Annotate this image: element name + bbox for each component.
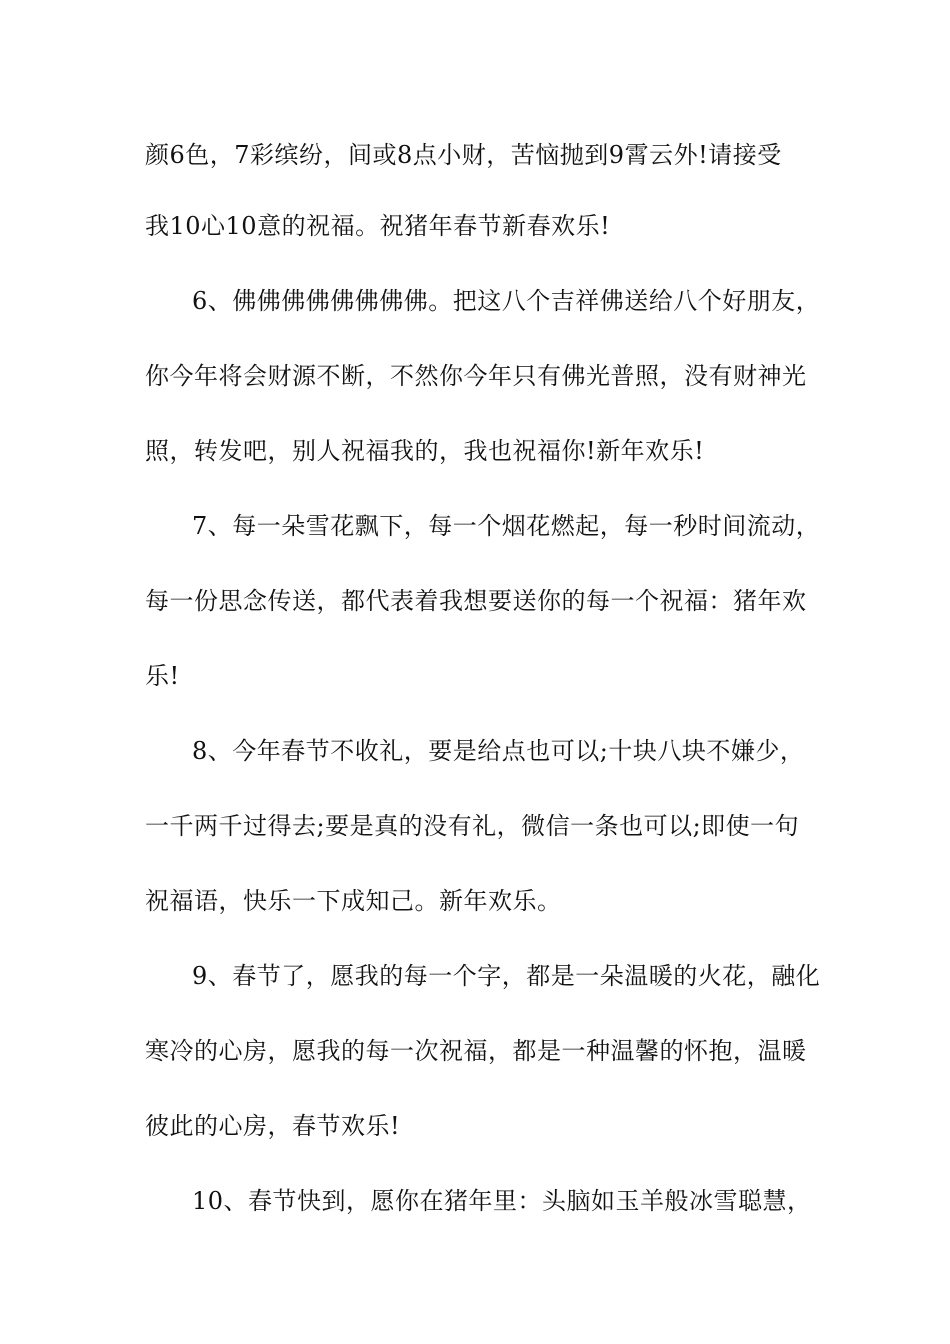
text-line: 10、春节快到，愿你在猪年里：头脑如玉羊般冰雪聪慧， (192, 1187, 812, 1215)
text-line: 祝福语，快乐一下成知己。新年欢乐。 (145, 887, 562, 915)
text-line: 8、今年春节不收礼，要是给点也可以;十块八块不嫌少， (192, 737, 805, 765)
text-line: 你今年将会财源不断，不然你今年只有佛光普照，没有财神光 (145, 362, 807, 390)
text-line: 我10心10意的祝福。祝猪年春节新春欢乐! (145, 212, 611, 240)
text-line: 6、佛佛佛佛佛佛佛佛。把这八个吉祥佛送给八个好朋友， (192, 287, 821, 315)
text-line: 9、春节了，愿我的每一个字，都是一朵温暖的火花，融化 (192, 962, 821, 990)
text-line: 寒冷的心房，愿我的每一次祝福，都是一种温馨的怀抱，温暖 (145, 1037, 807, 1065)
text-line: 7、每一朵雪花飘下，每一个烟花燃起，每一秒时间流动， (192, 512, 821, 540)
text-line: 颜6色，7彩缤纷，间或8点小财，苦恼抛到9霄云外!请接受 (145, 141, 782, 169)
text-line: 一千两千过得去;要是真的没有礼，微信一条也可以;即使一句 (145, 812, 800, 840)
text-line: 每一份思念传送，都代表着我想要送你的每一个祝福：猪年欢 (145, 587, 807, 615)
text-line: 照，转发吧，别人祝福我的，我也祝福你!新年欢乐! (145, 437, 705, 465)
text-line: 彼此的心房，春节欢乐! (145, 1112, 401, 1140)
text-line: 乐! (145, 662, 180, 690)
